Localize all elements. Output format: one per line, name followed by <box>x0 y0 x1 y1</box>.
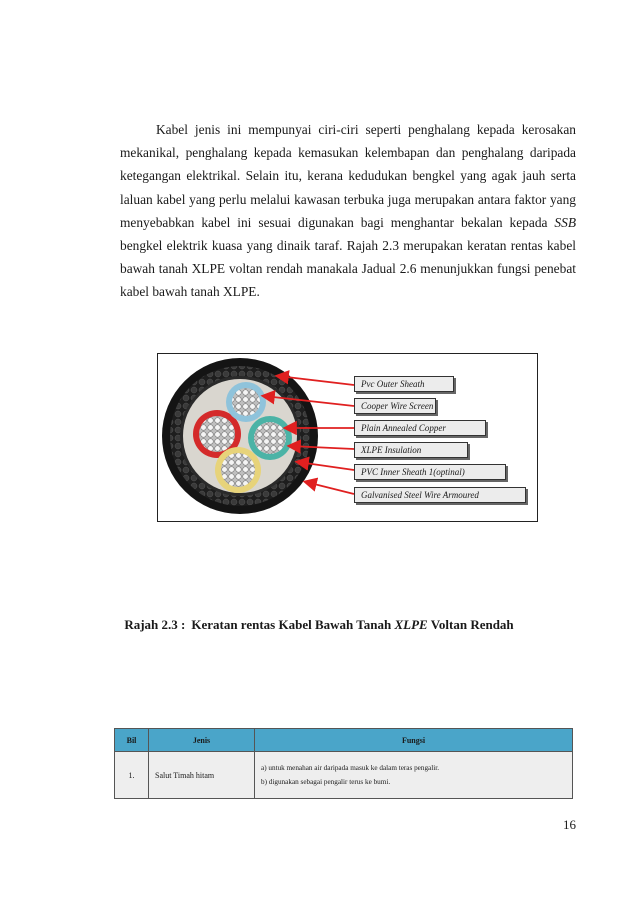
cell-jenis: Salut Timah hitam <box>149 752 255 799</box>
label-pvc-outer-sheath: Pvc Outer Sheath <box>354 376 454 392</box>
header-jenis: Jenis <box>149 729 255 752</box>
core-blue <box>226 382 266 422</box>
header-bil: Bil <box>115 729 149 752</box>
core-green <box>248 416 292 460</box>
caption-text-2: Voltan Rendah <box>427 617 514 632</box>
core-yellow <box>215 447 261 493</box>
table-row <box>115 752 573 799</box>
ssb-term: SSB <box>554 214 576 230</box>
paragraph-text-1: Kabel jenis ini mempunyai ciri-ciri seperti penghalang kepada kerosakan mekanikal, penghalang kepada kemasukan kelembapan dan penghalang daripada ketegangan elektrikal. Selain itu, kerana kedudukan bengkel yang agak jauh serta laluan kabel yang perlu melalui kawasan terbuka juga merupakan antara faktor yang menyebabkan kabel ini sesuai digunakan bagi menghantar bekalan kepada <box>120 122 576 230</box>
label-xlpe-insulation: XLPE Insulation <box>354 442 468 458</box>
function-table <box>114 728 573 799</box>
label-cooper-wire-screen: Cooper Wire Screen <box>354 398 436 414</box>
caption-number: Rajah 2.3 : <box>124 617 186 632</box>
label-plain-annealed-copper: Plain Annealed Copper <box>354 420 486 436</box>
label-pvc-inner-sheath: PVC Inner Sheath 1(optinal) <box>354 464 506 480</box>
cell-bil: 1. <box>115 752 149 799</box>
table-header-row <box>115 729 573 752</box>
cable-cross-section-figure <box>157 353 538 522</box>
fungsi-item-a: a) untuk menahan air daripada masuk ke dalam teras pengalir. <box>261 764 440 772</box>
label-galvanised-steel-wire: Galvanised Steel Wire Armoured <box>354 487 526 503</box>
cell-fungsi <box>255 752 573 799</box>
header-fungsi: Fungsi <box>255 729 573 752</box>
paragraph-text-2: bengkel elektrik kuasa yang dinaik taraf. Rajah 2.3 merupakan keratan rentas kabel bawah tanah XLPE voltan rendah manakala Jadual 2.6 menunjukkan fungsi penebat kabel bawah tanah XLPE. <box>120 238 576 300</box>
caption-text-1: Keratan rentas Kabel Bawah Tanah <box>191 617 395 632</box>
fungsi-item-b: b) digunakan sebagai pengalir terus ke bumi. <box>261 778 391 786</box>
caption-italic: XLPE <box>394 617 428 632</box>
page-number: 16 <box>563 817 576 832</box>
figure-caption <box>0 617 638 633</box>
body-paragraph <box>120 118 576 304</box>
